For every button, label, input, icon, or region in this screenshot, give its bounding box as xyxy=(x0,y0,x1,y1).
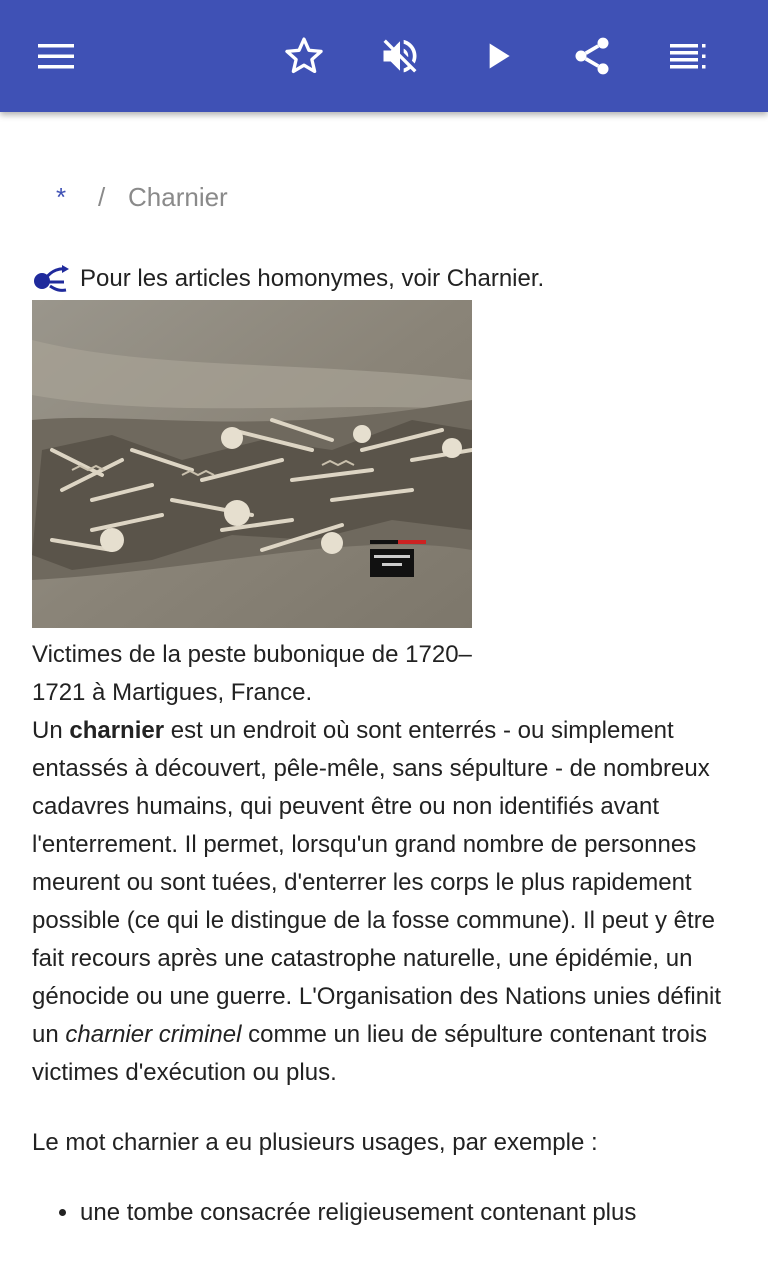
intro-bold-term: charnier xyxy=(69,717,165,744)
intro-text-end: comme un lieu de sépulture contenant trois victimes d'exécution ou plus. xyxy=(32,1021,708,1086)
hatnote xyxy=(32,260,736,298)
breadcrumb xyxy=(56,182,228,213)
mute-button[interactable] xyxy=(372,28,428,84)
toc-list-icon xyxy=(668,36,708,76)
volume-off-icon xyxy=(378,34,422,78)
breadcrumb-current: Charnier xyxy=(128,182,228,212)
play-icon xyxy=(478,36,518,76)
mass-grave-photo[interactable] xyxy=(32,300,472,628)
article-content xyxy=(0,112,768,1280)
intro-paragraph xyxy=(32,712,736,1092)
image-caption: Victimes de la peste bubonique de 1720–1721 à Martigues, France. xyxy=(32,641,472,706)
bookmark-button[interactable] xyxy=(276,28,332,84)
breadcrumb-home-link[interactable]: * xyxy=(56,182,67,212)
usages-list xyxy=(32,1194,736,1232)
share-icon xyxy=(570,34,614,78)
app-bar xyxy=(0,0,768,112)
intro-text-start: Un xyxy=(32,717,70,744)
hatnote-text[interactable]: Pour les articles homonymes, voir Charnier. xyxy=(80,265,545,292)
intro-italic-term: charnier criminel xyxy=(65,1021,242,1048)
share-button[interactable] xyxy=(564,28,620,84)
star-outline-icon xyxy=(282,34,326,78)
menu-button[interactable] xyxy=(28,28,84,84)
contents-button[interactable] xyxy=(660,28,716,84)
usages-intro: Le mot charnier a eu plusieurs usages, par exemple : xyxy=(32,1129,598,1156)
article-body xyxy=(32,260,736,1232)
hamburger-icon xyxy=(36,36,76,76)
play-button[interactable] xyxy=(470,28,526,84)
disambiguation-icon xyxy=(32,264,72,294)
breadcrumb-separator: / xyxy=(98,182,106,212)
list-item: • une tombe consacrée religieusement contenant plus xyxy=(80,1194,736,1232)
intro-text-body: est un endroit où sont enterrés - ou simplement entassés à découvert, pêle-mêle, sans sépulture - de nombreux cadavres humains, qui peuvent être ou non identifiés avant l'enterrement. Il permet, lorsqu'un grand nombre de personnes meurent ou sont tuées, d'enterrer les corps le plus rapidement possible (ce qui le distingue de la fosse commune). Il peut y être fait recours après une catastrophe naturelle, une épidémie, un génocide ou une guerre. L'Organisation des Nations unies définit un xyxy=(32,717,722,1048)
